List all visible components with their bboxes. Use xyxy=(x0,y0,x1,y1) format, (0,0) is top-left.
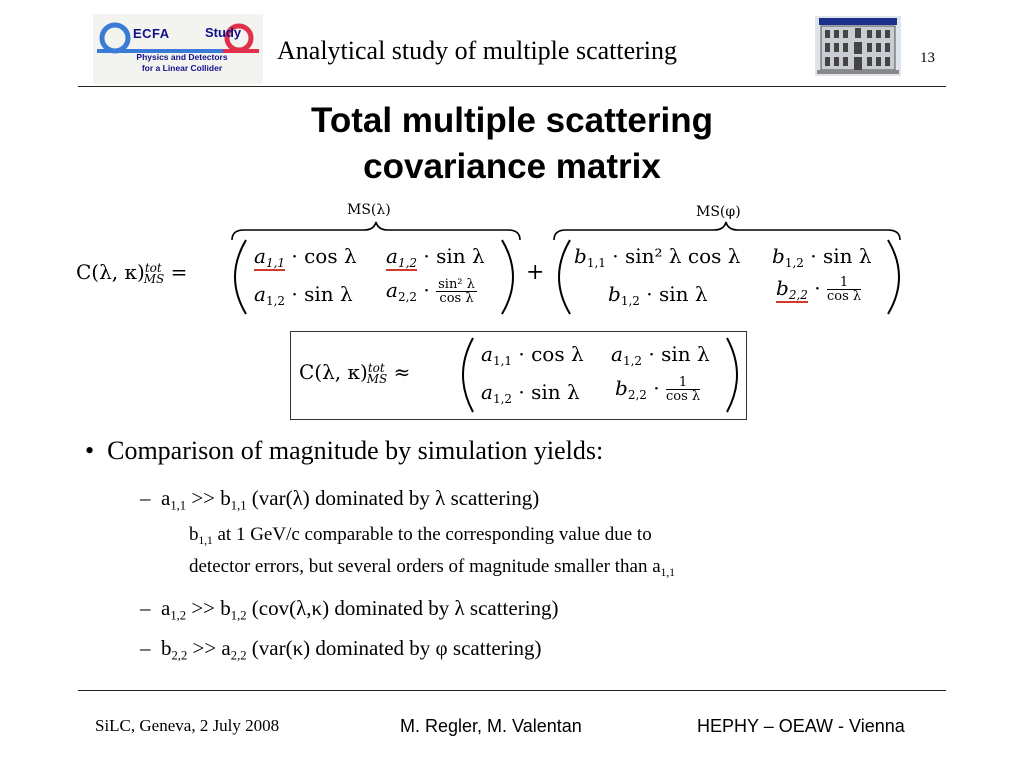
m1-r2c1: $a_{1,2} \cdot \sin \lambda$ xyxy=(254,282,353,309)
bullet-note-line2: detector errors, but several orders of magnitude smaller than $a_{1,1}$ xyxy=(189,556,675,579)
bullet-main xyxy=(85,436,603,466)
m1-r2c2: $a_{2,2}$ · $\frac{\text{sin² λ}}{\text{cos λ}}$ xyxy=(386,277,475,306)
bullet-main-text: Comparison of magnitude by simulation yields: xyxy=(107,436,604,465)
covariance-formula-approx xyxy=(290,331,747,420)
slide-number: 13 xyxy=(920,50,935,66)
formula2-lhs: C(λ, κ)$^{tot}_{MS}$ ≈ xyxy=(299,360,411,387)
slide-title-line1: Total multiple scattering xyxy=(311,101,713,140)
bullet-item-1: – $a_{1,1} >> b_{1,1}$ (var(λ) dominated by λ scattering) xyxy=(140,486,540,513)
logo-study-text: Study xyxy=(205,25,242,40)
m1-r1c1: $a_{1,1} \cdot \cos \lambda$ xyxy=(254,244,357,271)
header-title: Analytical study of multiple scattering xyxy=(277,36,678,65)
footer-institute: HEPHY – OEAW - Vienna xyxy=(697,716,905,736)
bullet-note-line1: $b_{1,1}$ at 1 GeV/c comparable to the corresponding value due to xyxy=(189,524,652,547)
m1-r1c2: $a_{1,2} \cdot \sin \lambda$ xyxy=(386,244,485,271)
f2-r1c1: $a_{1,1} \cdot \cos \lambda$ xyxy=(481,342,584,369)
formula1-plus: + xyxy=(526,260,545,285)
building-emblem-icon xyxy=(815,16,901,76)
slide-title-line2: covariance matrix xyxy=(363,147,661,186)
m2-r1c1: $b_{1,1} \cdot \sin^2$ λ cos λ xyxy=(574,244,741,271)
formula1-lhs: C(λ, κ)$^{tot}_{MS}$ = xyxy=(76,260,188,287)
footer-event: SiLC, Geneva, 2 July 2008 xyxy=(95,716,280,735)
label-ms-lambda: MS(λ) xyxy=(347,202,391,218)
logo-subtitle xyxy=(107,52,257,74)
bullet-dot: • xyxy=(85,436,95,465)
m2-r2c1: $b_{1,2} \cdot \sin \lambda$ xyxy=(608,282,708,309)
m2-r1c2: $b_{1,2} \cdot \sin \lambda$ xyxy=(772,244,872,271)
f2-r2c2: $b_{2,2}$ · $\frac{1}{\text{cos λ}}$ xyxy=(615,375,701,404)
covariance-formula-full xyxy=(74,196,914,326)
logo-subtitle-line2: for a Linear Collider xyxy=(141,63,223,73)
logo-subtitle-line1: Physics and Detectors xyxy=(136,52,228,62)
footer-authors: M. Regler, M. Valentan xyxy=(400,716,582,736)
slide-title xyxy=(0,98,1024,190)
footer-divider xyxy=(78,690,946,691)
ecfa-logo xyxy=(93,14,263,84)
m2-r2c2: $b_{2,2}$ · $\frac{1}{\text{cos λ}}$ xyxy=(776,275,862,304)
logo-ecfa-text: ECFA xyxy=(133,26,170,41)
f2-r2c1: $a_{1,2} \cdot \sin \lambda$ xyxy=(481,380,580,407)
f2-r1c2: $a_{1,2} \cdot \sin \lambda$ xyxy=(611,342,710,369)
header-divider xyxy=(78,86,946,87)
bullet-item-2: – $a_{1,2} >> b_{1,2}$ (cov(λ,κ) dominated by λ scattering) xyxy=(140,596,559,623)
bullet-item-3: – $b_{2,2} >> a_{2,2}$ (var(κ) dominated by φ scattering) xyxy=(140,636,542,663)
label-ms-phi: MS(φ) xyxy=(696,204,741,220)
